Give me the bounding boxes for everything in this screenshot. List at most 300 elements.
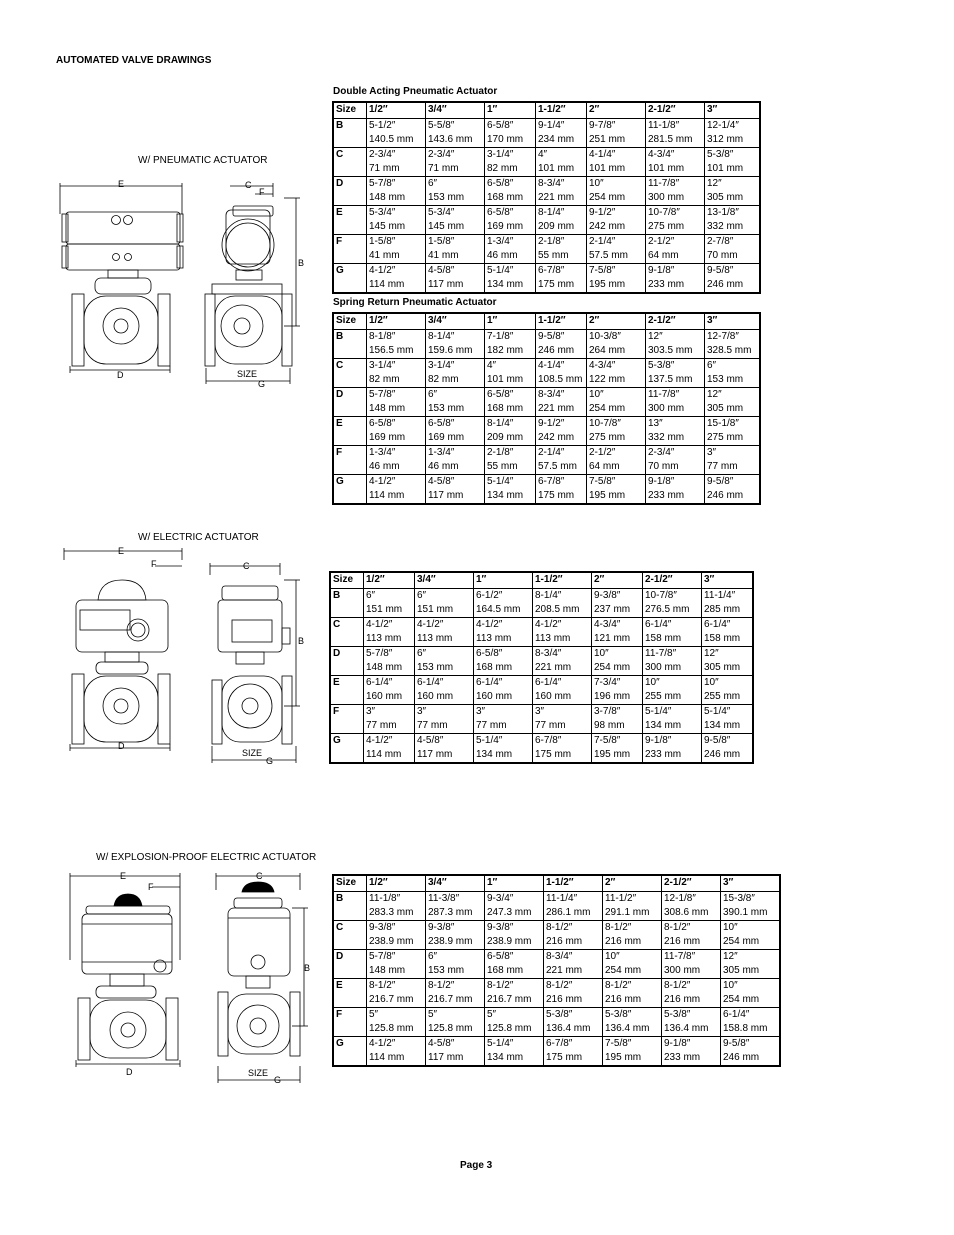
dimension-inches: 11-1/2″ — [605, 893, 637, 904]
dimension-mm: 101 mm — [648, 163, 685, 174]
dimension-inches: 1-5/8″ — [369, 236, 396, 247]
dimension-inches: 4-1/2″ — [369, 1038, 396, 1049]
dimension-inches: 5-3/8″ — [546, 1009, 573, 1020]
header-cell: 2-1/2″ — [646, 313, 705, 330]
dimension-inches: 6-1/4″ — [723, 1009, 750, 1020]
row-label: C — [333, 148, 367, 177]
dimension-mm: 233 mm — [648, 279, 685, 290]
header-cell: 1-1/2″ — [536, 313, 587, 330]
row-label: G — [333, 475, 367, 505]
dimension-mm: 55 mm — [487, 461, 518, 472]
header-cell: 2″ — [587, 313, 646, 330]
dimension-inches: 4-5/8″ — [428, 1038, 455, 1049]
dimension-inches: 6-5/8″ — [476, 648, 503, 659]
dimension-mm: 287.3 mm — [428, 907, 473, 918]
dimension-inches: 12″ — [704, 648, 719, 659]
label-F: F — [151, 559, 157, 569]
dimension-inches: 8-1/8″ — [369, 331, 396, 342]
dimension-inches: 8-3/4″ — [538, 389, 565, 400]
dimension-inches: 5″ — [487, 1009, 497, 1020]
dimension-inches: 7-3/4″ — [594, 677, 621, 688]
dimension-mm: 101 mm — [589, 163, 626, 174]
dimension-mm: 117 mm — [428, 1052, 464, 1063]
dimension-mm: 216 mm — [605, 994, 642, 1005]
header-cell: 2-1/2″ — [646, 102, 705, 119]
dimension-mm: 255 mm — [645, 691, 682, 702]
dimension-inches: 3″ — [476, 706, 486, 717]
dimension-mm: 114 mm — [366, 749, 402, 760]
dimension-mm: 134 mm — [704, 720, 741, 731]
dimension-mm: 390.1 mm — [723, 907, 768, 918]
dimension-mm: 195 mm — [589, 490, 626, 501]
page-footer: Page 3 — [460, 1160, 493, 1171]
row-label: F — [330, 705, 364, 734]
dimension-inches: 2-3/4″ — [369, 149, 396, 160]
dimension-inches: 4-3/4″ — [648, 149, 675, 160]
dimension-inches: 6-1/4″ — [645, 619, 672, 630]
dimension-mm: 134 mm — [487, 279, 524, 290]
header-cell: 1-1/2″ — [536, 102, 587, 119]
label-F: F — [148, 882, 154, 892]
dimension-inches: 8-3/4″ — [538, 178, 565, 189]
dimension-inches: 6-1/2″ — [476, 590, 503, 601]
page-header: AUTOMATED VALVE DRAWINGS — [56, 55, 212, 66]
dimension-mm: 234 mm — [538, 134, 575, 145]
label-G: G — [266, 756, 274, 766]
header-cell: 3/4″ — [426, 102, 485, 119]
row-label: F — [333, 446, 367, 475]
dimension-mm: 134 mm — [645, 720, 682, 731]
dimension-inches: 6″ — [428, 389, 438, 400]
dimension-mm: 117 mm — [428, 490, 464, 501]
dimension-mm: 71 mm — [428, 163, 459, 174]
dimension-mm: 125.8 mm — [369, 1023, 414, 1034]
dimension-mm: 134 mm — [487, 490, 524, 501]
dimension-inches: 4-1/2″ — [369, 476, 396, 487]
dimension-mm: 283.3 mm — [369, 907, 414, 918]
electric-caption: W/ ELECTRIC ACTUATOR — [138, 532, 259, 543]
dimension-inches: 5″ — [369, 1009, 379, 1020]
dimension-mm: 101 mm — [487, 374, 524, 385]
dimension-mm: 153 mm — [428, 965, 465, 976]
dimension-mm: 195 mm — [605, 1052, 642, 1063]
dimension-inches: 8-1/2″ — [664, 980, 691, 991]
dimension-mm: 113 mm — [476, 633, 512, 644]
dimension-mm: 70 mm — [707, 250, 738, 261]
dimension-inches: 2-1/4″ — [538, 447, 565, 458]
row-label: B — [333, 330, 367, 359]
dimension-inches: 9-5/8″ — [538, 331, 565, 342]
dimension-mm: 113 mm — [366, 633, 402, 644]
dimension-inches: 5-1/4″ — [487, 265, 514, 276]
label-C: C — [245, 180, 252, 190]
dimension-mm: 246 mm — [704, 749, 741, 760]
dimension-mm: 168 mm — [487, 403, 524, 414]
row-label: F — [333, 235, 367, 264]
dimension-mm: 281.5 mm — [648, 134, 693, 145]
dimension-mm: 246 mm — [707, 279, 744, 290]
dimension-inches: 8-1/4″ — [535, 590, 562, 601]
header-cell: 1-1/2″ — [544, 875, 603, 892]
dimension-mm: 114 mm — [369, 1052, 405, 1063]
dimension-mm: 175 mm — [546, 1052, 583, 1063]
label-B: B — [298, 258, 305, 268]
label-size: SIZE — [242, 748, 263, 758]
dimension-mm: 153 mm — [428, 403, 465, 414]
dimension-inches: 13″ — [648, 418, 663, 429]
dimension-inches: 6″ — [707, 360, 717, 371]
header-cell: 3″ — [721, 875, 781, 892]
dimension-mm: 247.3 mm — [487, 907, 532, 918]
dimension-mm: 196 mm — [594, 691, 631, 702]
label-E: E — [120, 871, 127, 881]
header-cell: 1-1/2″ — [533, 572, 592, 589]
dimension-inches: 8-1/2″ — [605, 980, 632, 991]
dimension-inches: 2-1/8″ — [487, 447, 514, 458]
dimension-mm: 312 mm — [707, 134, 744, 145]
dimension-inches: 4-1/2″ — [535, 619, 562, 630]
dimension-mm: 77 mm — [707, 461, 738, 472]
dimension-inches: 9-3/8″ — [369, 922, 396, 933]
dimension-mm: 216.7 mm — [487, 994, 532, 1005]
dimension-mm: 140.5 mm — [369, 134, 414, 145]
dimension-mm: 156.5 mm — [369, 345, 414, 356]
label-C: C — [256, 871, 263, 881]
dimension-mm: 136.4 mm — [605, 1023, 650, 1034]
dimension-mm: 254 mm — [594, 662, 631, 673]
dimension-inches: 8-1/2″ — [605, 922, 632, 933]
dimension-inches: 11-7/8″ — [645, 648, 677, 659]
dimension-inches: 5-7/8″ — [369, 178, 396, 189]
dimension-mm: 82 mm — [369, 374, 400, 385]
dimension-mm: 264 mm — [589, 345, 626, 356]
row-label: D — [333, 388, 367, 417]
dimension-mm: 143.6 mm — [428, 134, 473, 145]
dimension-mm: 136.4 mm — [664, 1023, 709, 1034]
dimension-mm: 275 mm — [648, 221, 685, 232]
dimension-mm: 158.8 mm — [723, 1023, 768, 1034]
dimension-inches: 6-7/8″ — [538, 265, 565, 276]
dimension-inches: 6-7/8″ — [535, 735, 562, 746]
dimension-inches: 5-1/4″ — [476, 735, 503, 746]
dimension-inches: 7-5/8″ — [589, 476, 616, 487]
pneumatic-caption: W/ PNEUMATIC ACTUATOR — [138, 155, 268, 166]
dimension-mm: 64 mm — [589, 461, 620, 472]
dimension-inches: 10-7/8″ — [648, 207, 680, 218]
dimension-mm: 46 mm — [428, 461, 459, 472]
dimension-mm: 221 mm — [538, 192, 575, 203]
dimension-inches: 11-1/4″ — [546, 893, 578, 904]
row-label: G — [333, 264, 367, 294]
dimension-inches: 4-1/2″ — [476, 619, 503, 630]
dimension-inches: 6-7/8″ — [538, 476, 565, 487]
dimension-inches: 6″ — [366, 590, 376, 601]
dimension-inches: 5-5/8″ — [428, 120, 455, 131]
dimension-inches: 8-1/2″ — [428, 980, 455, 991]
dimension-inches: 9-3/8″ — [428, 922, 455, 933]
dimension-mm: 160 mm — [417, 691, 454, 702]
dimension-mm: 117 mm — [428, 279, 464, 290]
dimension-mm: 238.9 mm — [369, 936, 414, 947]
dimension-inches: 6″ — [428, 951, 438, 962]
dimension-inches: 12-1/4″ — [707, 120, 739, 131]
dimension-inches: 2-3/4″ — [428, 149, 455, 160]
dimension-mm: 300 mm — [664, 965, 701, 976]
row-label: E — [333, 206, 367, 235]
dimension-mm: 168 mm — [487, 192, 524, 203]
dimension-inches: 8-1/4″ — [538, 207, 565, 218]
label-E: E — [118, 179, 125, 189]
dimension-mm: 158 mm — [645, 633, 682, 644]
dimension-mm: 70 mm — [648, 461, 679, 472]
header-cell: 1″ — [485, 102, 536, 119]
dimension-mm: 328.5 mm — [707, 345, 752, 356]
dimension-inches: 5-1/4″ — [487, 1038, 514, 1049]
dimension-mm: 77 mm — [417, 720, 448, 731]
dimension-inches: 6-1/4″ — [535, 677, 562, 688]
dimension-inches: 5-3/8″ — [707, 149, 734, 160]
dimension-inches: 1-3/4″ — [487, 236, 514, 247]
dimension-mm: 246 mm — [723, 1052, 760, 1063]
dimension-mm: 108.5 mm — [538, 374, 583, 385]
dimension-mm: 332 mm — [707, 221, 744, 232]
dimension-inches: 10″ — [589, 389, 604, 400]
header-cell: 2″ — [587, 102, 646, 119]
dimension-mm: 275 mm — [707, 432, 744, 443]
dimension-inches: 9-1/4″ — [538, 120, 565, 131]
dimension-inches: 6″ — [428, 178, 438, 189]
dimension-mm: 101 mm — [707, 163, 744, 174]
dimension-inches: 2-7/8″ — [707, 236, 734, 247]
dimension-mm: 233 mm — [664, 1052, 701, 1063]
dimension-inches: 3″ — [707, 447, 717, 458]
dimension-mm: 276.5 mm — [645, 604, 690, 615]
dimension-mm: 175 mm — [535, 749, 572, 760]
dimension-mm: 153 mm — [417, 662, 454, 673]
dimension-inches: 2-1/8″ — [538, 236, 565, 247]
dimension-mm: 275 mm — [589, 432, 626, 443]
dimension-mm: 148 mm — [369, 192, 406, 203]
dimension-inches: 10-7/8″ — [645, 590, 677, 601]
dimension-inches: 13-1/8″ — [707, 207, 739, 218]
label-D: D — [126, 1067, 133, 1077]
dimension-inches: 11-3/8″ — [428, 893, 460, 904]
dimension-mm: 233 mm — [648, 490, 685, 501]
dimension-mm: 242 mm — [589, 221, 626, 232]
dimension-mm: 246 mm — [538, 345, 575, 356]
dimension-mm: 41 mm — [428, 250, 459, 261]
dimension-inches: 9-5/8″ — [723, 1038, 750, 1049]
dimension-mm: 168 mm — [487, 965, 524, 976]
row-label: D — [330, 647, 364, 676]
dimension-inches: 8-1/2″ — [546, 980, 573, 991]
dimension-mm: 254 mm — [589, 192, 626, 203]
row-label: G — [333, 1037, 367, 1067]
dimension-inches: 5-1/2″ — [369, 120, 396, 131]
dimension-mm: 238.9 mm — [428, 936, 473, 947]
dimension-inches: 6-5/8″ — [487, 389, 514, 400]
dimension-mm: 221 mm — [538, 403, 575, 414]
dimension-mm: 254 mm — [723, 994, 760, 1005]
row-label: D — [333, 177, 367, 206]
dimension-mm: 305 mm — [723, 965, 760, 976]
dimension-inches: 15-1/8″ — [707, 418, 739, 429]
header-cell: Size — [333, 313, 367, 330]
dimension-inches: 5-3/4″ — [428, 207, 455, 218]
dimension-mm: 169 mm — [487, 221, 524, 232]
header-cell: 1″ — [485, 313, 536, 330]
row-label: F — [333, 1008, 367, 1037]
dimension-mm: 148 mm — [369, 403, 406, 414]
row-label: C — [330, 618, 364, 647]
dimension-mm: 221 mm — [546, 965, 583, 976]
label-G: G — [274, 1075, 282, 1085]
dimension-inches: 9-1/2″ — [589, 207, 616, 218]
header-cell: 3/4″ — [415, 572, 474, 589]
dimension-inches: 10″ — [605, 951, 620, 962]
header-cell: 3/4″ — [426, 313, 485, 330]
dimension-mm: 305 mm — [707, 403, 744, 414]
row-label: E — [333, 979, 367, 1008]
dimension-inches: 5-1/4″ — [704, 706, 731, 717]
dimension-mm: 160 mm — [476, 691, 513, 702]
dimension-inches: 9-7/8″ — [589, 120, 616, 131]
dimension-mm: 305 mm — [707, 192, 744, 203]
dimension-inches: 9-5/8″ — [707, 476, 734, 487]
header-cell: 1″ — [474, 572, 533, 589]
row-label: E — [333, 417, 367, 446]
dimension-inches: 5-3/8″ — [605, 1009, 632, 1020]
dimension-mm: 151 mm — [366, 604, 403, 615]
label-D: D — [118, 741, 125, 751]
header-cell: 3″ — [702, 572, 754, 589]
dimension-inches: 6-5/8″ — [369, 418, 396, 429]
dimension-inches: 8-3/4″ — [546, 951, 573, 962]
dimension-mm: 121 mm — [594, 633, 631, 644]
header-cell: 2″ — [592, 572, 643, 589]
dimension-inches: 12-7/8″ — [707, 331, 739, 342]
dimension-mm: 77 mm — [535, 720, 566, 731]
dimension-mm: 134 mm — [487, 1052, 524, 1063]
dimension-inches: 3″ — [417, 706, 427, 717]
dimension-mm: 195 mm — [594, 749, 631, 760]
header-cell: Size — [333, 102, 367, 119]
dimension-mm: 77 mm — [476, 720, 507, 731]
table-title-double-acting: Double Acting Pneumatic Actuator — [333, 86, 498, 97]
dimension-inches: 1-5/8″ — [428, 236, 455, 247]
dimension-inches: 6-1/4″ — [704, 619, 731, 630]
dimension-inches: 9-1/8″ — [645, 735, 672, 746]
dimension-inches: 7-5/8″ — [589, 265, 616, 276]
label-B: B — [304, 963, 311, 973]
dimension-mm: 300 mm — [648, 192, 685, 203]
dimension-inches: 6-1/4″ — [476, 677, 503, 688]
dimension-inches: 11-7/8″ — [664, 951, 696, 962]
label-size: SIZE — [248, 1068, 269, 1078]
dimension-inches: 11-7/8″ — [648, 178, 680, 189]
dimension-inches: 6-5/8″ — [487, 120, 514, 131]
dimension-mm: 160 mm — [535, 691, 572, 702]
dimension-inches: 3-1/4″ — [487, 149, 514, 160]
dimension-inches: 3-1/4″ — [369, 360, 396, 371]
dimension-inches: 3″ — [535, 706, 545, 717]
dimension-inches: 8-1/2″ — [369, 980, 396, 991]
dimension-mm: 164.5 mm — [476, 604, 521, 615]
header-cell: 2-1/2″ — [643, 572, 702, 589]
dimension-mm: 153 mm — [428, 192, 465, 203]
label-size: SIZE — [237, 369, 258, 379]
dimension-inches: 4-3/4″ — [594, 619, 621, 630]
row-label: C — [333, 921, 367, 950]
dimension-inches: 6-1/4″ — [366, 677, 393, 688]
dimension-inches: 9-3/8″ — [594, 590, 621, 601]
dimension-inches: 7-5/8″ — [605, 1038, 632, 1049]
dimension-mm: 254 mm — [723, 936, 760, 947]
dimension-mm: 125.8 mm — [487, 1023, 532, 1034]
dimension-mm: 254 mm — [605, 965, 642, 976]
dimension-mm: 300 mm — [645, 662, 682, 673]
dimension-inches: 4-1/2″ — [417, 619, 444, 630]
dimension-mm: 114 mm — [369, 279, 405, 290]
dimension-inches: 6-7/8″ — [546, 1038, 573, 1049]
dimension-inches: 5-7/8″ — [366, 648, 393, 659]
dimension-mm: 148 mm — [369, 965, 406, 976]
row-label: G — [330, 734, 364, 764]
dimension-inches: 2-3/4″ — [648, 447, 675, 458]
dimension-inches: 10″ — [589, 178, 604, 189]
dimension-inches: 4-1/4″ — [538, 360, 565, 371]
dimension-mm: 242 mm — [538, 432, 575, 443]
dimension-inches: 4-1/2″ — [366, 619, 393, 630]
dimension-mm: 145 mm — [369, 221, 406, 232]
dimension-mm: 308.6 mm — [664, 907, 709, 918]
dimension-inches: 4-5/8″ — [417, 735, 444, 746]
dimension-inches: 9-1/8″ — [648, 265, 675, 276]
label-D: D — [117, 370, 124, 380]
dimension-inches: 6-5/8″ — [487, 951, 514, 962]
dimension-inches: 15-3/8″ — [723, 893, 755, 904]
dimension-mm: 41 mm — [369, 250, 400, 261]
dimension-inches: 5-7/8″ — [369, 389, 396, 400]
row-label: B — [330, 589, 364, 618]
label-C: C — [243, 561, 250, 571]
header-cell: 1/2″ — [364, 572, 415, 589]
dimension-inches: 12-1/8″ — [664, 893, 696, 904]
dimension-mm: 209 mm — [487, 432, 524, 443]
dimension-inches: 11-1/4″ — [704, 590, 736, 601]
dimension-mm: 255 mm — [704, 691, 741, 702]
dimension-mm: 46 mm — [487, 250, 518, 261]
dimension-mm: 175 mm — [538, 490, 575, 501]
dimension-mm: 254 mm — [589, 403, 626, 414]
dimension-inches: 10″ — [645, 677, 660, 688]
dimension-mm: 291.1 mm — [605, 907, 650, 918]
header-cell: 1/2″ — [367, 875, 426, 892]
dimension-mm: 148 mm — [366, 662, 403, 673]
dimension-mm: 170 mm — [487, 134, 524, 145]
dimension-inches: 6-1/4″ — [417, 677, 444, 688]
dimension-inches: 10″ — [723, 922, 738, 933]
dimension-mm: 286.1 mm — [546, 907, 591, 918]
dimension-inches: 8-1/2″ — [664, 922, 691, 933]
row-label: E — [330, 676, 364, 705]
dimension-inches: 4″ — [538, 149, 548, 160]
dimension-inches: 6″ — [417, 590, 427, 601]
dimension-mm: 208.5 mm — [535, 604, 580, 615]
dimension-inches: 5-7/8″ — [369, 951, 396, 962]
dimension-inches: 1-3/4″ — [369, 447, 396, 458]
dimension-inches: 2-1/2″ — [648, 236, 675, 247]
